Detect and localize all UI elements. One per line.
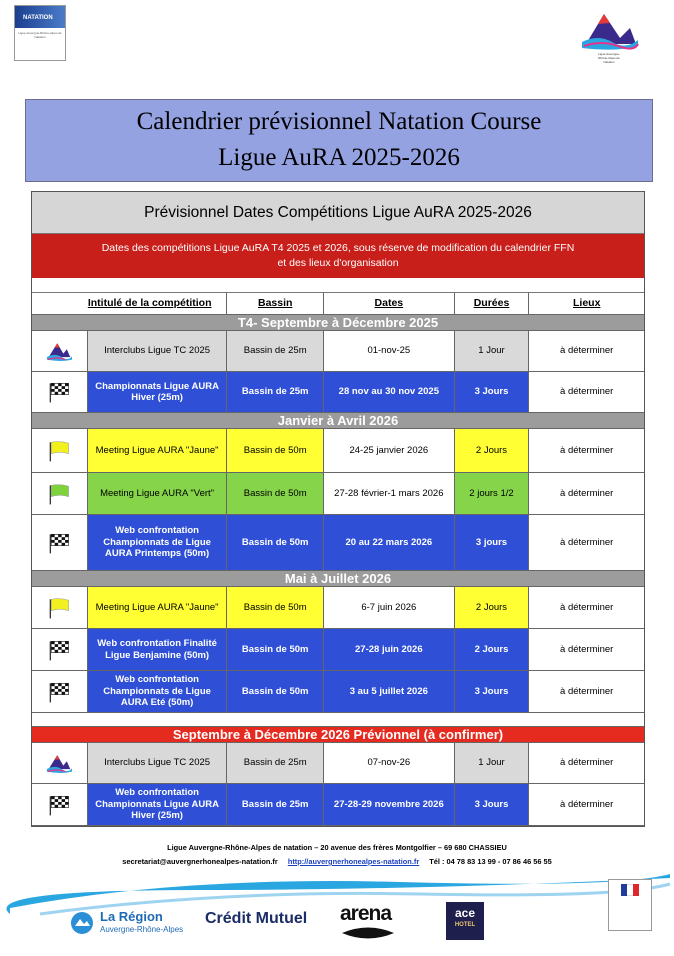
lieu-cell: à déterminer — [529, 429, 644, 472]
page-title — [25, 99, 653, 182]
lieu-cell: à déterminer — [529, 515, 644, 570]
notice-banner — [32, 234, 644, 278]
duree-cell: 2 Jours — [455, 429, 530, 472]
lieu-cell: à déterminer — [529, 629, 644, 670]
mountain-logo-icon — [578, 8, 640, 52]
lieu-cell: à déterminer — [529, 473, 644, 514]
competition-name: Meeting Ligue AURA "Jaune" — [88, 429, 228, 472]
dates-cell: 07-nov-26 — [324, 743, 455, 783]
table-row — [32, 331, 644, 372]
mountain-logo-icon — [46, 339, 72, 363]
table-row — [32, 372, 644, 413]
gov-logo — [608, 879, 652, 931]
row-icon — [32, 629, 88, 670]
bassin-cell: Bassin de 50m — [227, 671, 324, 712]
title-line-2: Ligue AuRA 2025-2026 — [218, 144, 460, 171]
row-icon — [32, 743, 88, 783]
lieu-cell: à déterminer — [529, 331, 644, 371]
dates-cell: 3 au 5 juillet 2026 — [324, 671, 455, 712]
bassin-cell: Bassin de 25m — [227, 331, 324, 371]
table-row — [32, 671, 644, 713]
la-region-text: La Région — [100, 909, 163, 924]
lieu-cell: à déterminer — [529, 372, 644, 412]
dates-cell: 28 nov au 30 nov 2025 — [324, 372, 455, 412]
column-header-icon — [32, 293, 88, 314]
row-icon — [32, 515, 88, 570]
duree-cell: 2 Jours — [455, 629, 530, 670]
competition-name: Web confrontation Championnats de Ligue AURA Eté (50m) — [88, 671, 228, 712]
checkered-flag-icon — [46, 380, 72, 404]
section-header: Janvier à Avril 2026 — [32, 413, 644, 429]
bassin-cell: Bassin de 50m — [227, 587, 324, 628]
dates-cell: 6-7 juin 2026 — [324, 587, 455, 628]
competition-name: Interclubs Ligue TC 2025 — [88, 743, 228, 783]
footer-website-link[interactable]: http://auvergnerhonealpes-natation.fr — [287, 857, 420, 866]
title-line-1: Calendrier prévisionnel Natation Course — [136, 108, 542, 135]
column-header-lieux: Lieux — [572, 296, 601, 309]
bassin-cell: Bassin de 50m — [227, 429, 324, 472]
notice-line-2: et des lieux d'organisation — [277, 257, 399, 269]
ligue-aura-logo — [578, 8, 640, 66]
ace-sub: HOTEL — [454, 922, 476, 928]
row-icon — [32, 671, 88, 712]
checkered-flag-icon — [46, 680, 72, 704]
competition-name: Meeting Ligue AURA "Vert" — [88, 473, 228, 514]
duree-cell: 1 Jour — [455, 743, 530, 783]
bassin-cell: Bassin de 25m — [227, 743, 324, 783]
natation-logo-sub: Ligue Auvergne-Rhône-Alpes de Natation — [18, 31, 62, 39]
bassin-cell: Bassin de 50m — [227, 629, 324, 670]
lieu-cell: à déterminer — [529, 743, 644, 783]
competition-name: Web confrontation Finalité Ligue Benjamine (50m) — [88, 629, 228, 670]
calendar-sections — [32, 315, 644, 826]
calendar-table — [31, 191, 645, 827]
competition-name: Web confrontation Championnats de Ligue AURA Printemps (50m) — [88, 515, 228, 570]
row-icon — [32, 473, 88, 514]
ace-text: ace — [454, 906, 476, 920]
dates-cell: 27-28 février-1 mars 2026 — [324, 473, 455, 514]
column-header-dates: Dates — [324, 293, 455, 314]
dates-cell: 27-28-29 novembre 2026 — [324, 784, 455, 825]
section-header: Mai à Juillet 2026 — [32, 571, 644, 587]
section-spacer — [32, 713, 644, 727]
green-flag-icon — [46, 482, 72, 506]
dates-cell: 01-nov-25 — [324, 331, 455, 371]
checkered-flag-icon — [46, 531, 72, 555]
sponsor-credit-mutuel: Crédit Mutuel — [205, 910, 308, 927]
duree-cell: 3 Jours — [455, 372, 530, 412]
table-row — [32, 429, 644, 473]
french-flag-icon — [621, 884, 639, 896]
lieu-cell: à déterminer — [529, 587, 644, 628]
lieu-cell: à déterminer — [529, 784, 644, 825]
section-header: T4- Septembre à Décembre 2025 — [32, 315, 644, 331]
row-icon — [32, 372, 88, 412]
table-row — [32, 587, 644, 629]
checkered-flag-icon — [46, 793, 72, 817]
spacer-row — [32, 278, 644, 293]
bassin-cell: Bassin de 50m — [227, 515, 324, 570]
bassin-cell: Bassin de 50m — [227, 473, 324, 514]
duree-cell: 3 Jours — [455, 784, 530, 825]
footer-contact — [0, 857, 674, 866]
competition-name: Meeting Ligue AURA "Jaune" — [88, 587, 228, 628]
duree-cell: 3 Jours — [455, 671, 530, 712]
dates-cell: 20 au 22 mars 2026 — [324, 515, 455, 570]
bassin-cell: Bassin de 25m — [227, 372, 324, 412]
duree-cell: 2 jours 1/2 — [455, 473, 530, 514]
row-icon — [32, 429, 88, 472]
lieu-cell: à déterminer — [529, 671, 644, 712]
checkered-flag-icon — [46, 638, 72, 662]
competition-name: Interclubs Ligue TC 2025 — [88, 331, 228, 371]
table-row — [32, 473, 644, 515]
yellow-flag-icon — [46, 439, 72, 463]
duree-cell: 1 Jour — [455, 331, 530, 371]
ligue-aura-logo-sub: Ligue Auvergne-Rhône-Alpes de Natation — [598, 52, 620, 64]
arena-diamond-icon — [340, 926, 396, 940]
column-header-competition: Intitulé de la compétition — [88, 293, 228, 314]
duree-cell: 3 jours — [455, 515, 530, 570]
sponsor-ace-hotel — [446, 902, 484, 940]
arena-text: arena — [340, 902, 392, 925]
sponsor-arena — [340, 902, 396, 940]
yellow-flag-icon — [46, 596, 72, 620]
table-row — [32, 629, 644, 671]
bassin-cell: Bassin de 25m — [227, 784, 324, 825]
row-icon — [32, 587, 88, 628]
competition-name: Championnats Ligue AURA Hiver (25m) — [88, 372, 228, 412]
competition-name: Web confrontation Championnats Ligue AURA Hiver (25m) — [88, 784, 228, 825]
section-header: Septembre à Décembre 2026 Prévionnel (à confirmer) — [32, 727, 644, 743]
table-row — [32, 784, 644, 826]
dates-cell: 27-28 juin 2026 — [324, 629, 455, 670]
duree-cell: 2 Jours — [455, 587, 530, 628]
la-region-sub: Auvergne-Rhône-Alpes — [100, 925, 184, 934]
table-row — [32, 743, 644, 784]
footer-address: Ligue Auvergne-Rhône-Alpes de natation – 20 avenue des frères Montgolfier – 69 680 CHASSIEU — [167, 843, 507, 852]
footer-phone: Tél : 04 78 83 13 99 - 07 86 46 56 55 — [429, 857, 552, 866]
footer-email[interactable]: secretariat@auvergnerhonealpes-natation.fr — [122, 857, 278, 866]
row-icon — [32, 331, 88, 371]
table-row — [32, 515, 644, 571]
row-icon — [32, 784, 88, 825]
column-header-bassin: Bassin — [227, 293, 324, 314]
la-region-icon — [70, 911, 94, 935]
mountain-logo-icon — [46, 751, 72, 775]
dates-cell: 24-25 janvier 2026 — [324, 429, 455, 472]
notice-line-1: Dates des compétitions Ligue AuRA T4 2025 et 2026, sous réserve de modification du calendrier FFN — [101, 242, 575, 254]
calendar-heading: Prévisionnel Dates Compétitions Ligue AuRA 2025-2026 — [32, 192, 644, 234]
natation-logo — [14, 5, 66, 61]
column-header-row — [32, 293, 644, 315]
column-header-durees: Durées — [455, 293, 530, 314]
natation-logo-text: NATATION — [15, 6, 65, 28]
